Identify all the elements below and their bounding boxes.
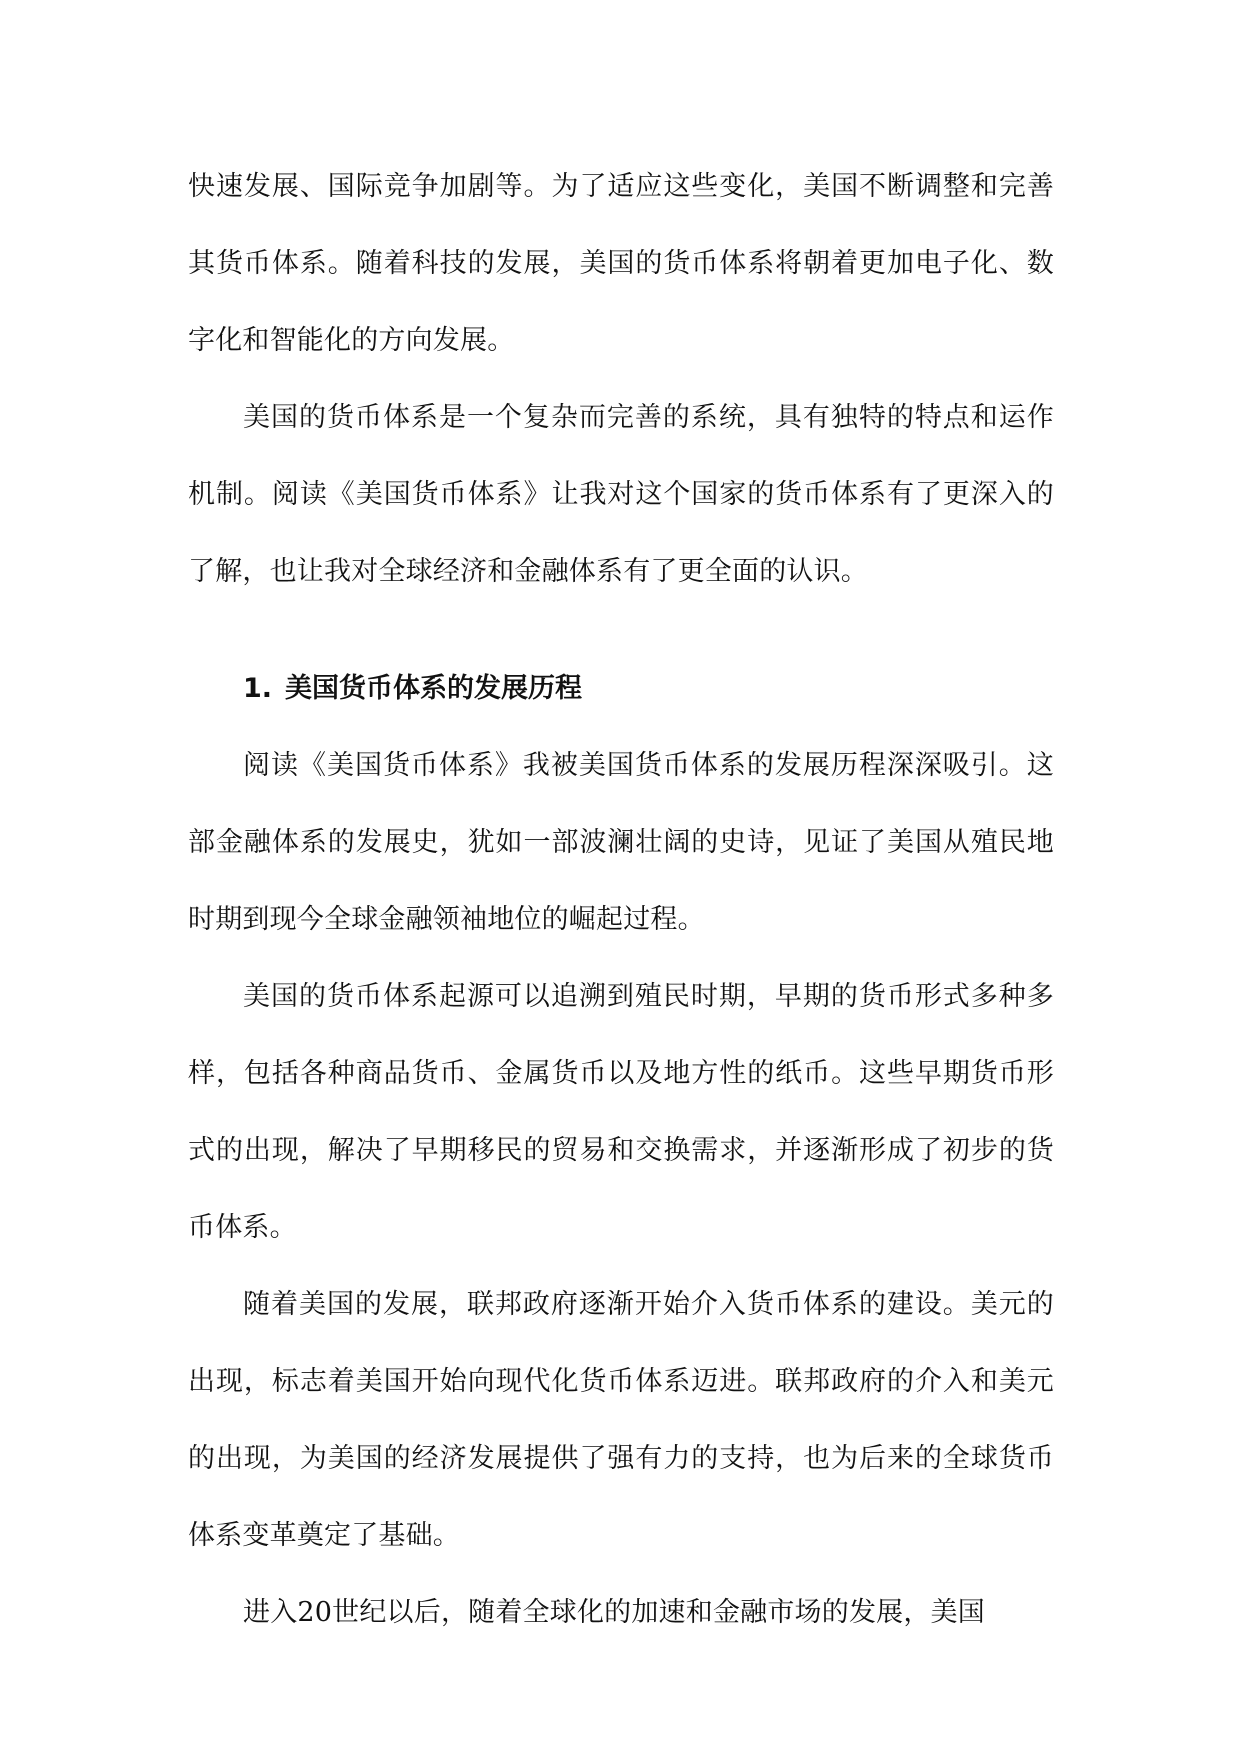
paragraph-6: 进入20世纪以后，随着全球化的加速和金融市场的发展，美国 bbox=[243, 1597, 985, 1628]
section-title: 美国货币体系的发展历程 bbox=[285, 673, 582, 704]
paragraph-5: 随着美国的发展，联邦政府逐渐开始介入货币体系的建设。美元的出现，标志着美国开始向现代化货币体系迈进。联邦政府的介入和美元的出现，为美国的经济发展提供了强有力的支持，也为后来的全球货币体系变革奠定了基础。 bbox=[188, 1289, 1054, 1551]
paragraph-3: 阅读《美国货币体系》我被美国货币体系的发展历程深深吸引。这部金融体系的发展史，犹如一部波澜壮阔的史诗，见证了美国从殖民地时期到现今全球金融领袖地位的崛起过程。 bbox=[188, 750, 1054, 935]
document-page bbox=[188, 148, 1054, 1651]
section-heading bbox=[188, 650, 1054, 727]
paragraph-4: 美国的货币体系起源可以追溯到殖民时期，早期的货币形式多种多样，包括各种商品货币、金属货币以及地方性的纸币。这些早期货币形式的出现，解决了早期移民的贸易和交换需求，并逐渐形成了初步的货币体系。 bbox=[188, 981, 1054, 1243]
section-number: 1. bbox=[243, 673, 273, 704]
paragraph-2: 美国的货币体系是一个复杂而完善的系统，具有独特的特点和运作机制。阅读《美国货币体系》让我对这个国家的货币体系有了更深入的了解，也让我对全球经济和金融体系有了更全面的认识。 bbox=[188, 402, 1054, 587]
paragraph-1: 快速发展、国际竞争加剧等。为了适应这些变化，美国不断调整和完善其货币体系。随着科技的发展，美国的货币体系将朝着更加电子化、数字化和智能化的方向发展。 bbox=[188, 171, 1054, 356]
